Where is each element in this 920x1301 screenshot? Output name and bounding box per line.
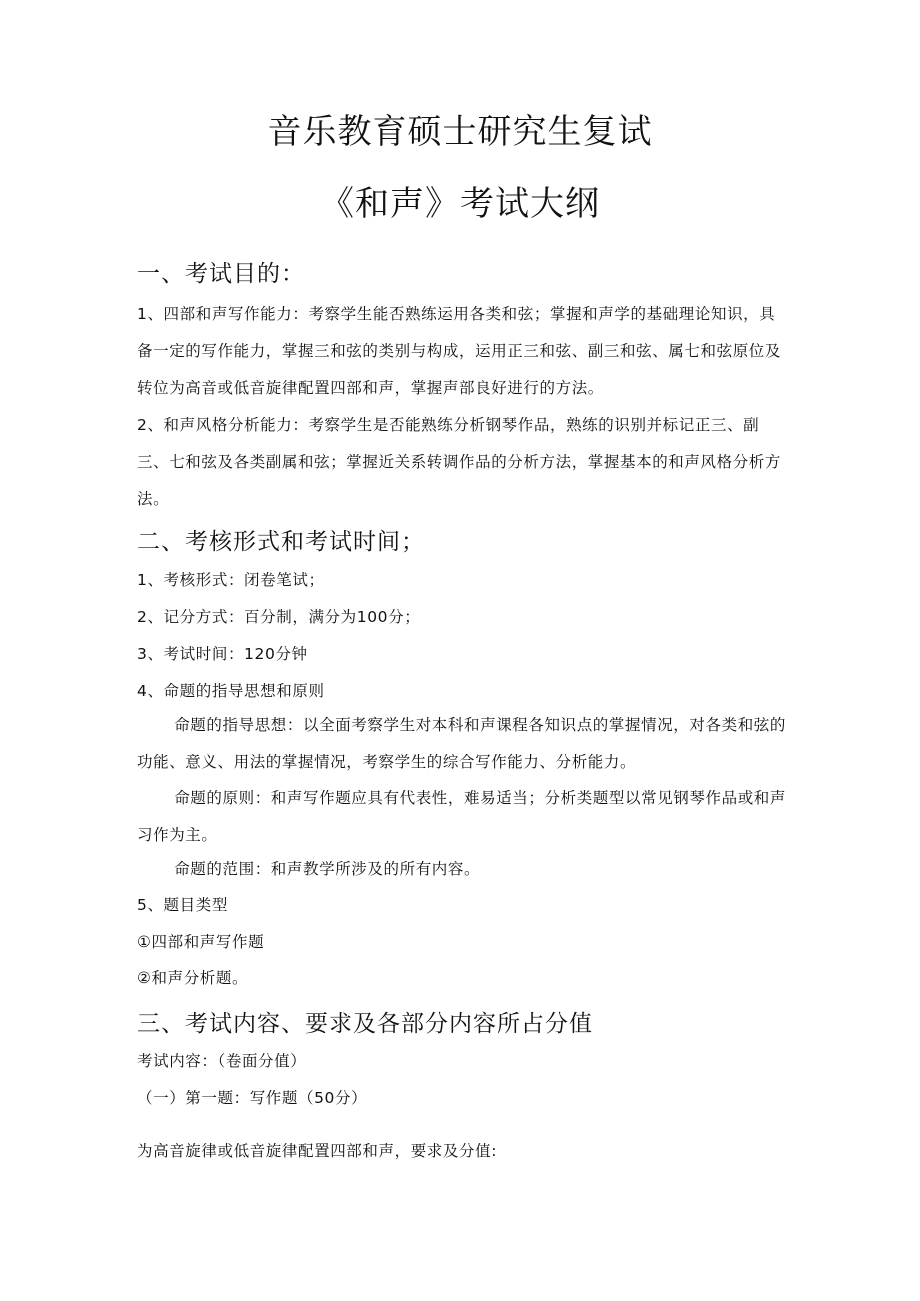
- section2-time: 3、考试时间：120分钟: [137, 645, 308, 663]
- section2-type2: ②和声分析题。: [137, 969, 249, 987]
- section2-heading: 二、考核形式和考试时间；: [137, 529, 425, 555]
- document-title-line2: 《和声》考试大纲: [320, 184, 600, 224]
- section2-principles-title: 4、命题的指导思想和原则: [137, 682, 325, 700]
- section1-item2: 2、和声风格分析能力：考察学生是否能熟练分析钢琴作品，熟练的识别并标记正三、副三、七和弦及各类副属和弦；掌握近关系转调作品的分析方法，掌握基本的和声风格分析方法。: [137, 416, 782, 508]
- section3-content-label: 考试内容：（卷面分值）: [137, 1052, 307, 1070]
- section2-scope: 命题的范围：和声教学所涉及的所有内容。: [174, 860, 481, 878]
- section2-guiding: 命题的指导思想：以全面考察学生对本科和声课程各知识点的掌握情况，对各类和弦的功能、意义、用法的掌握情况，考察学生的综合写作能力、分析能力。: [137, 716, 786, 771]
- document-title-line1: 音乐教育硕士研究生复试: [267, 112, 653, 152]
- section3-part1-desc: 为高音旋律或低音旋律配置四部和声，要求及分值:: [137, 1142, 498, 1160]
- section1-heading: 一、考试目的：: [137, 261, 305, 287]
- section3-part1: （一）第一题：写作题（50分）: [137, 1089, 368, 1107]
- section2-type1: ①四部和声写作题: [137, 933, 265, 951]
- section2-principle: 命题的原则：和声写作题应具有代表性，难易适当；分析类题型以常见钢琴作品或和声习作为主。: [137, 789, 786, 844]
- section2-types-title: 5、题目类型: [137, 896, 228, 914]
- section2-scoring: 2、记分方式：百分制，满分为100分；: [137, 608, 421, 626]
- section3-heading: 三、考试内容、要求及各部分内容所占分值: [137, 1011, 593, 1037]
- section2-form: 1、考核形式：闭卷笔试；: [137, 571, 325, 589]
- section1-item1: 1、四部和声写作能力：考察学生能否熟练运用各类和弦；掌握和声学的基础理论知识，具备一定的写作能力，掌握三和弦的类别与构成，运用正三和弦、副三和弦、属七和弦原位及转位为高音或低音旋律配置四部和声，掌握声部良好进行的方法。: [137, 305, 782, 397]
